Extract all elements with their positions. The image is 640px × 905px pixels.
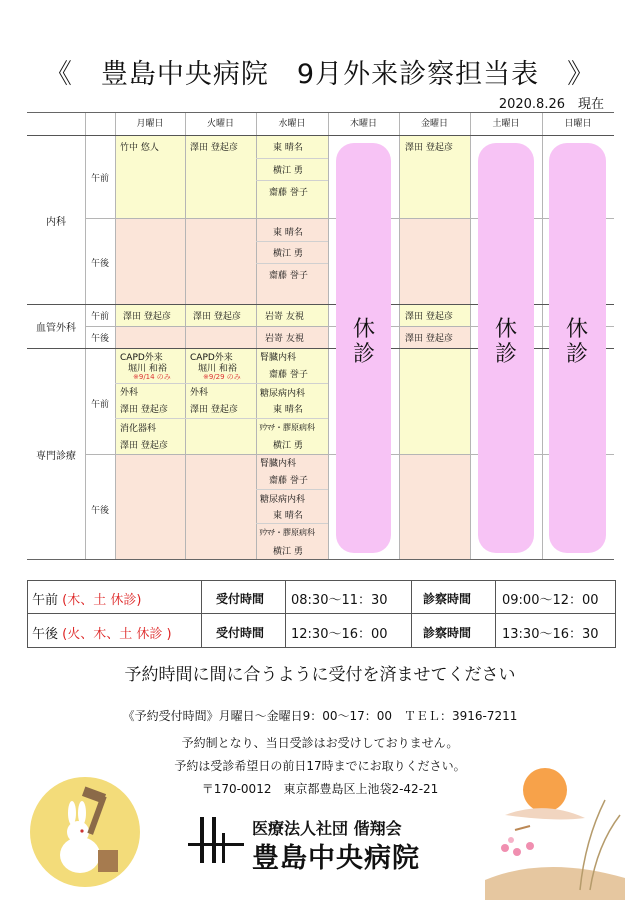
clinic-name: ﾘｳﾏﾁ・膠原病科	[259, 528, 315, 537]
notice: 予約時間に間に合うように受付を済ませてください	[124, 665, 516, 685]
hospital-name: 豊島中央病院	[252, 843, 420, 874]
doctor-name: 齋藤 誉子	[269, 271, 308, 281]
doctor-name: 横江 勇	[273, 547, 303, 557]
doctor-name: 澤田 登起彦	[123, 312, 171, 322]
autumn-illustration	[485, 760, 625, 900]
clinic-name: 腎臓内科	[260, 353, 297, 363]
info-line-2: 予約は受診希望日の前日17時までにお取りください。	[174, 759, 466, 773]
doctor-name: 齋藤 誉子	[269, 188, 308, 198]
clinic-name: 腎臓内科	[260, 459, 297, 469]
clinic-name: 糖尿病内科	[260, 389, 306, 399]
period-pm: 午後	[90, 334, 109, 344]
header-wednesday: 水曜日	[278, 119, 306, 129]
clinic-name: 外科	[120, 388, 139, 398]
doctor-name: 東 晴名	[273, 405, 303, 415]
hours-table	[27, 580, 616, 648]
header-monday: 月曜日	[136, 119, 164, 129]
doctor-name: 竹中 悠人	[120, 143, 159, 153]
date-note: ※9/14 のみ	[133, 373, 171, 381]
am-exam-time: 09:00～12：00	[502, 593, 599, 608]
header-sunday: 日曜日	[564, 119, 592, 129]
reception-label: 受付時間	[216, 592, 265, 606]
moon-rabbit-illustration	[28, 775, 143, 890]
pm-reception-time: 12:30～16：00	[291, 627, 388, 642]
doctor-name: 齋藤 誉子	[269, 476, 308, 486]
pm-exam-time: 13:30～16：30	[502, 627, 599, 642]
clinic-name: 糖尿病内科	[260, 495, 306, 505]
info-line-1: 予約制となり、当日受診はお受けしておりません。	[181, 736, 459, 750]
reception-label: 受付時間	[216, 626, 265, 640]
doctor-name: 堀川 和裕	[128, 364, 167, 374]
doctor-name: 東 晴名	[273, 228, 303, 238]
doctor-name: 澤田 登起彦	[405, 312, 453, 322]
closed-label: 休 診	[352, 317, 375, 367]
schedule-table	[27, 112, 614, 560]
doctor-name: 岩嵜 友視	[265, 312, 304, 322]
doctor-name: 澤田 登起彦	[193, 312, 241, 322]
dept-internal: 内科	[46, 217, 66, 228]
doctor-name: 岩嵜 友視	[265, 334, 304, 344]
reservation-hours: 《予約受付時間》月曜日～金曜日9：00～17：00 ＴＥＬ：3916-7211	[122, 709, 518, 723]
period-am: 午前	[90, 400, 109, 410]
am-label: 午前	[32, 593, 59, 608]
doctor-name: 澤田 登起彦	[405, 334, 453, 344]
doctor-name: 東 晴名	[273, 143, 303, 153]
as-of-date: 2020.8.26 現在	[498, 97, 604, 112]
doctor-name: 澤田 登起彦	[190, 405, 238, 415]
clinic-name: 消化器科	[120, 424, 157, 434]
address: 〒170-0012 東京都豊島区上池袋2-42-21	[201, 782, 439, 796]
period-pm: 午後	[90, 259, 109, 269]
doctor-name: 齋藤 誉子	[269, 370, 308, 380]
period-am: 午前	[90, 174, 109, 184]
exam-label: 診察時間	[423, 626, 472, 640]
period-am: 午前	[90, 312, 109, 322]
org-name: 医療法人社団 偕翔会	[252, 819, 402, 838]
header-friday: 金曜日	[420, 119, 448, 129]
pm-closed-days: (火、木、土 休診 )	[62, 627, 172, 642]
doctor-name: 澤田 登起彦	[190, 143, 238, 153]
header-saturday: 土曜日	[492, 119, 520, 129]
closed-label: 休 診	[494, 317, 517, 367]
hospital-logo-icon	[186, 815, 246, 865]
period-pm: 午後	[90, 506, 109, 516]
closed-label: 休 診	[565, 317, 588, 367]
doctor-name: 東 晴名	[273, 511, 303, 521]
pm-label: 午後	[32, 627, 59, 642]
clinic-name: CAPD外来	[120, 353, 163, 363]
doctor-name: 横江 勇	[273, 441, 303, 451]
doctor-name: 澤田 登起彦	[405, 143, 453, 153]
clinic-name: CAPD外来	[190, 353, 233, 363]
header-thursday: 木曜日	[349, 119, 377, 129]
am-closed-days: (木、土 休診)	[62, 593, 142, 608]
doctor-name: 堀川 和裕	[198, 364, 237, 374]
header-tuesday: 火曜日	[206, 119, 234, 129]
doctor-name: 澤田 登起彦	[120, 441, 168, 451]
exam-label: 診察時間	[423, 592, 472, 606]
doctor-name: 横江 勇	[273, 249, 303, 259]
doctor-name: 横江 勇	[273, 166, 303, 176]
dept-specialty: 専門診療	[36, 451, 76, 462]
clinic-name: ﾘｳﾏﾁ・膠原病科	[259, 423, 315, 432]
dept-vascular: 血管外科	[36, 323, 76, 334]
am-reception-time: 08:30～11：30	[291, 593, 388, 608]
date-note: ※9/29 のみ	[203, 373, 241, 381]
clinic-name: 外科	[190, 388, 209, 398]
page-title: 《 豊島中央病院 9月外来診察担当表 》	[44, 59, 596, 90]
doctor-name: 澤田 登起彦	[120, 405, 168, 415]
